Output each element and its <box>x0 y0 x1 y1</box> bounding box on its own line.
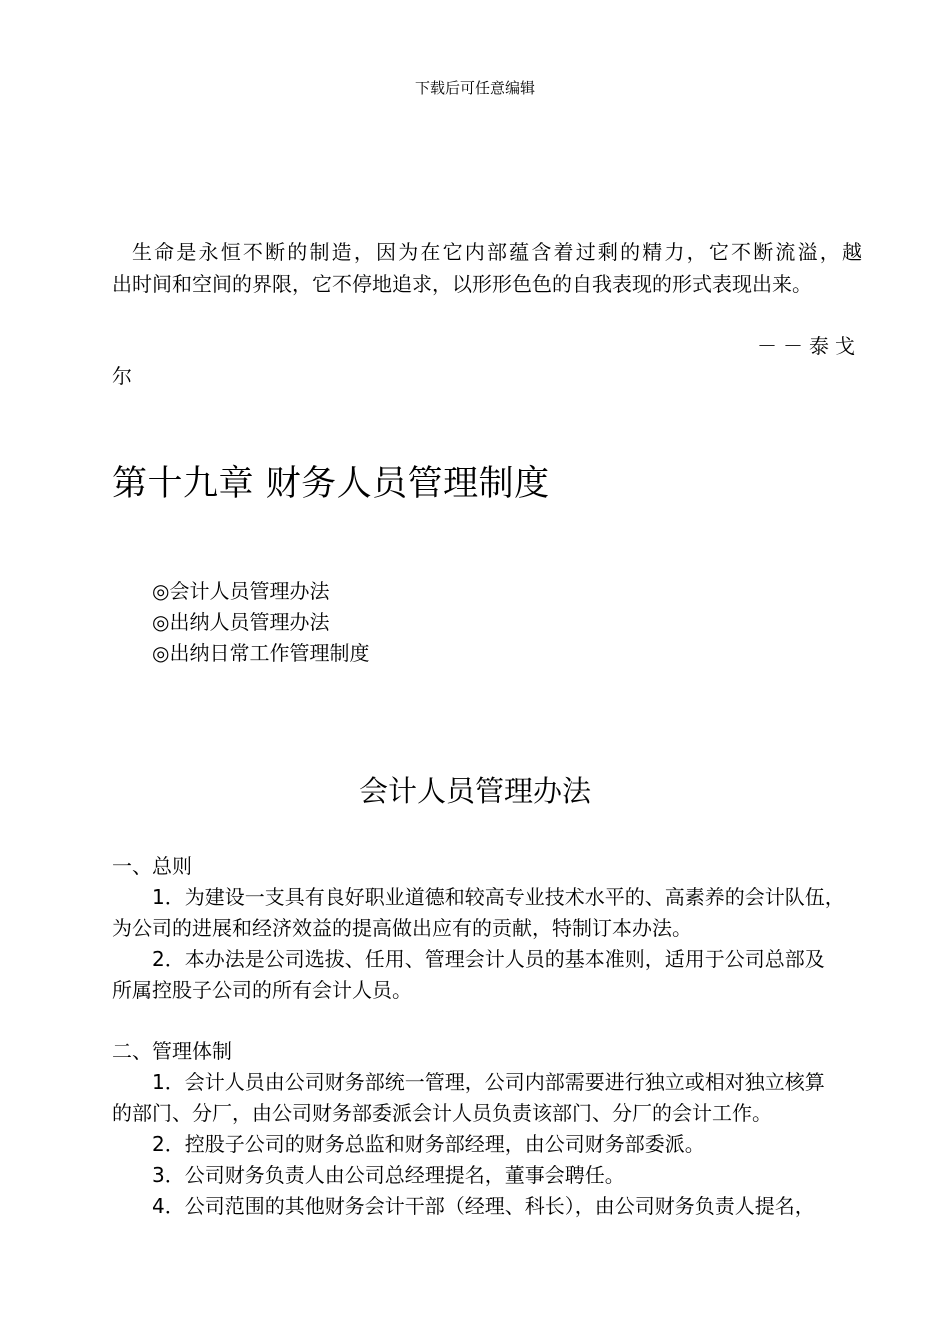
part-management-system <box>112 1036 862 1222</box>
chapter-toc <box>152 576 369 669</box>
part-heading: 一、总则 <box>112 854 192 878</box>
epigraph-line: 生命是永恒不断的制造，因为在它内部蕴含着过剩的精力，它不断流溢，越 <box>132 240 862 264</box>
toc-item: ◎出纳日常工作管理制度 <box>152 641 370 665</box>
epigraph-line: 出时间和空间的界限，它不停地追求，以形形色色的自我表现的形式表现出来。 <box>112 272 812 296</box>
header-note: 下载后可任意编辑 <box>414 79 535 97</box>
paragraph-line: 为公司的进展和经济效益的提高做出应有的贡献，特制订本办法。 <box>112 916 692 940</box>
section-title: 会计人员管理办法 <box>358 774 591 808</box>
toc-item: ◎会计人员管理办法 <box>152 579 330 603</box>
epigraph-attribution-continued: 尔 <box>112 364 132 388</box>
paragraph-line: 3．公司财务负责人由公司总经理提名，董事会聘任。 <box>152 1163 625 1187</box>
part-general <box>112 851 862 1006</box>
epigraph-quote <box>112 236 862 300</box>
paragraph-line: 的部门、分厂，由公司财务部委派会计人员负责该部门、分厂的会计工作。 <box>112 1101 772 1125</box>
paragraph-line: 2．本办法是公司选拔、任用、管理会计人员的基本准则，适用于公司总部及 <box>152 947 825 971</box>
epigraph-attribution: －－泰戈 <box>757 334 861 358</box>
chapter-title: 第十九章 财务人员管理制度 <box>112 464 550 504</box>
part-heading: 二、管理体制 <box>112 1039 232 1063</box>
paragraph-line: 1．会计人员由公司财务部统一管理，公司内部需要进行独立或相对独立核算 <box>152 1070 825 1094</box>
paragraph-line: 2．控股子公司的财务总监和财务部经理，由公司财务部委派。 <box>152 1132 705 1156</box>
paragraph-line: 1．为建设一支具有良好职业道德和较高专业技术水平的、高素养的会计队伍， <box>152 885 845 909</box>
toc-item: ◎出纳人员管理办法 <box>152 610 330 634</box>
paragraph-line: 所属控股子公司的所有会计人员。 <box>112 978 412 1002</box>
paragraph-line: 4．公司范围的其他财务会计干部（经理、科长），由公司财务负责人提名， <box>152 1194 815 1218</box>
